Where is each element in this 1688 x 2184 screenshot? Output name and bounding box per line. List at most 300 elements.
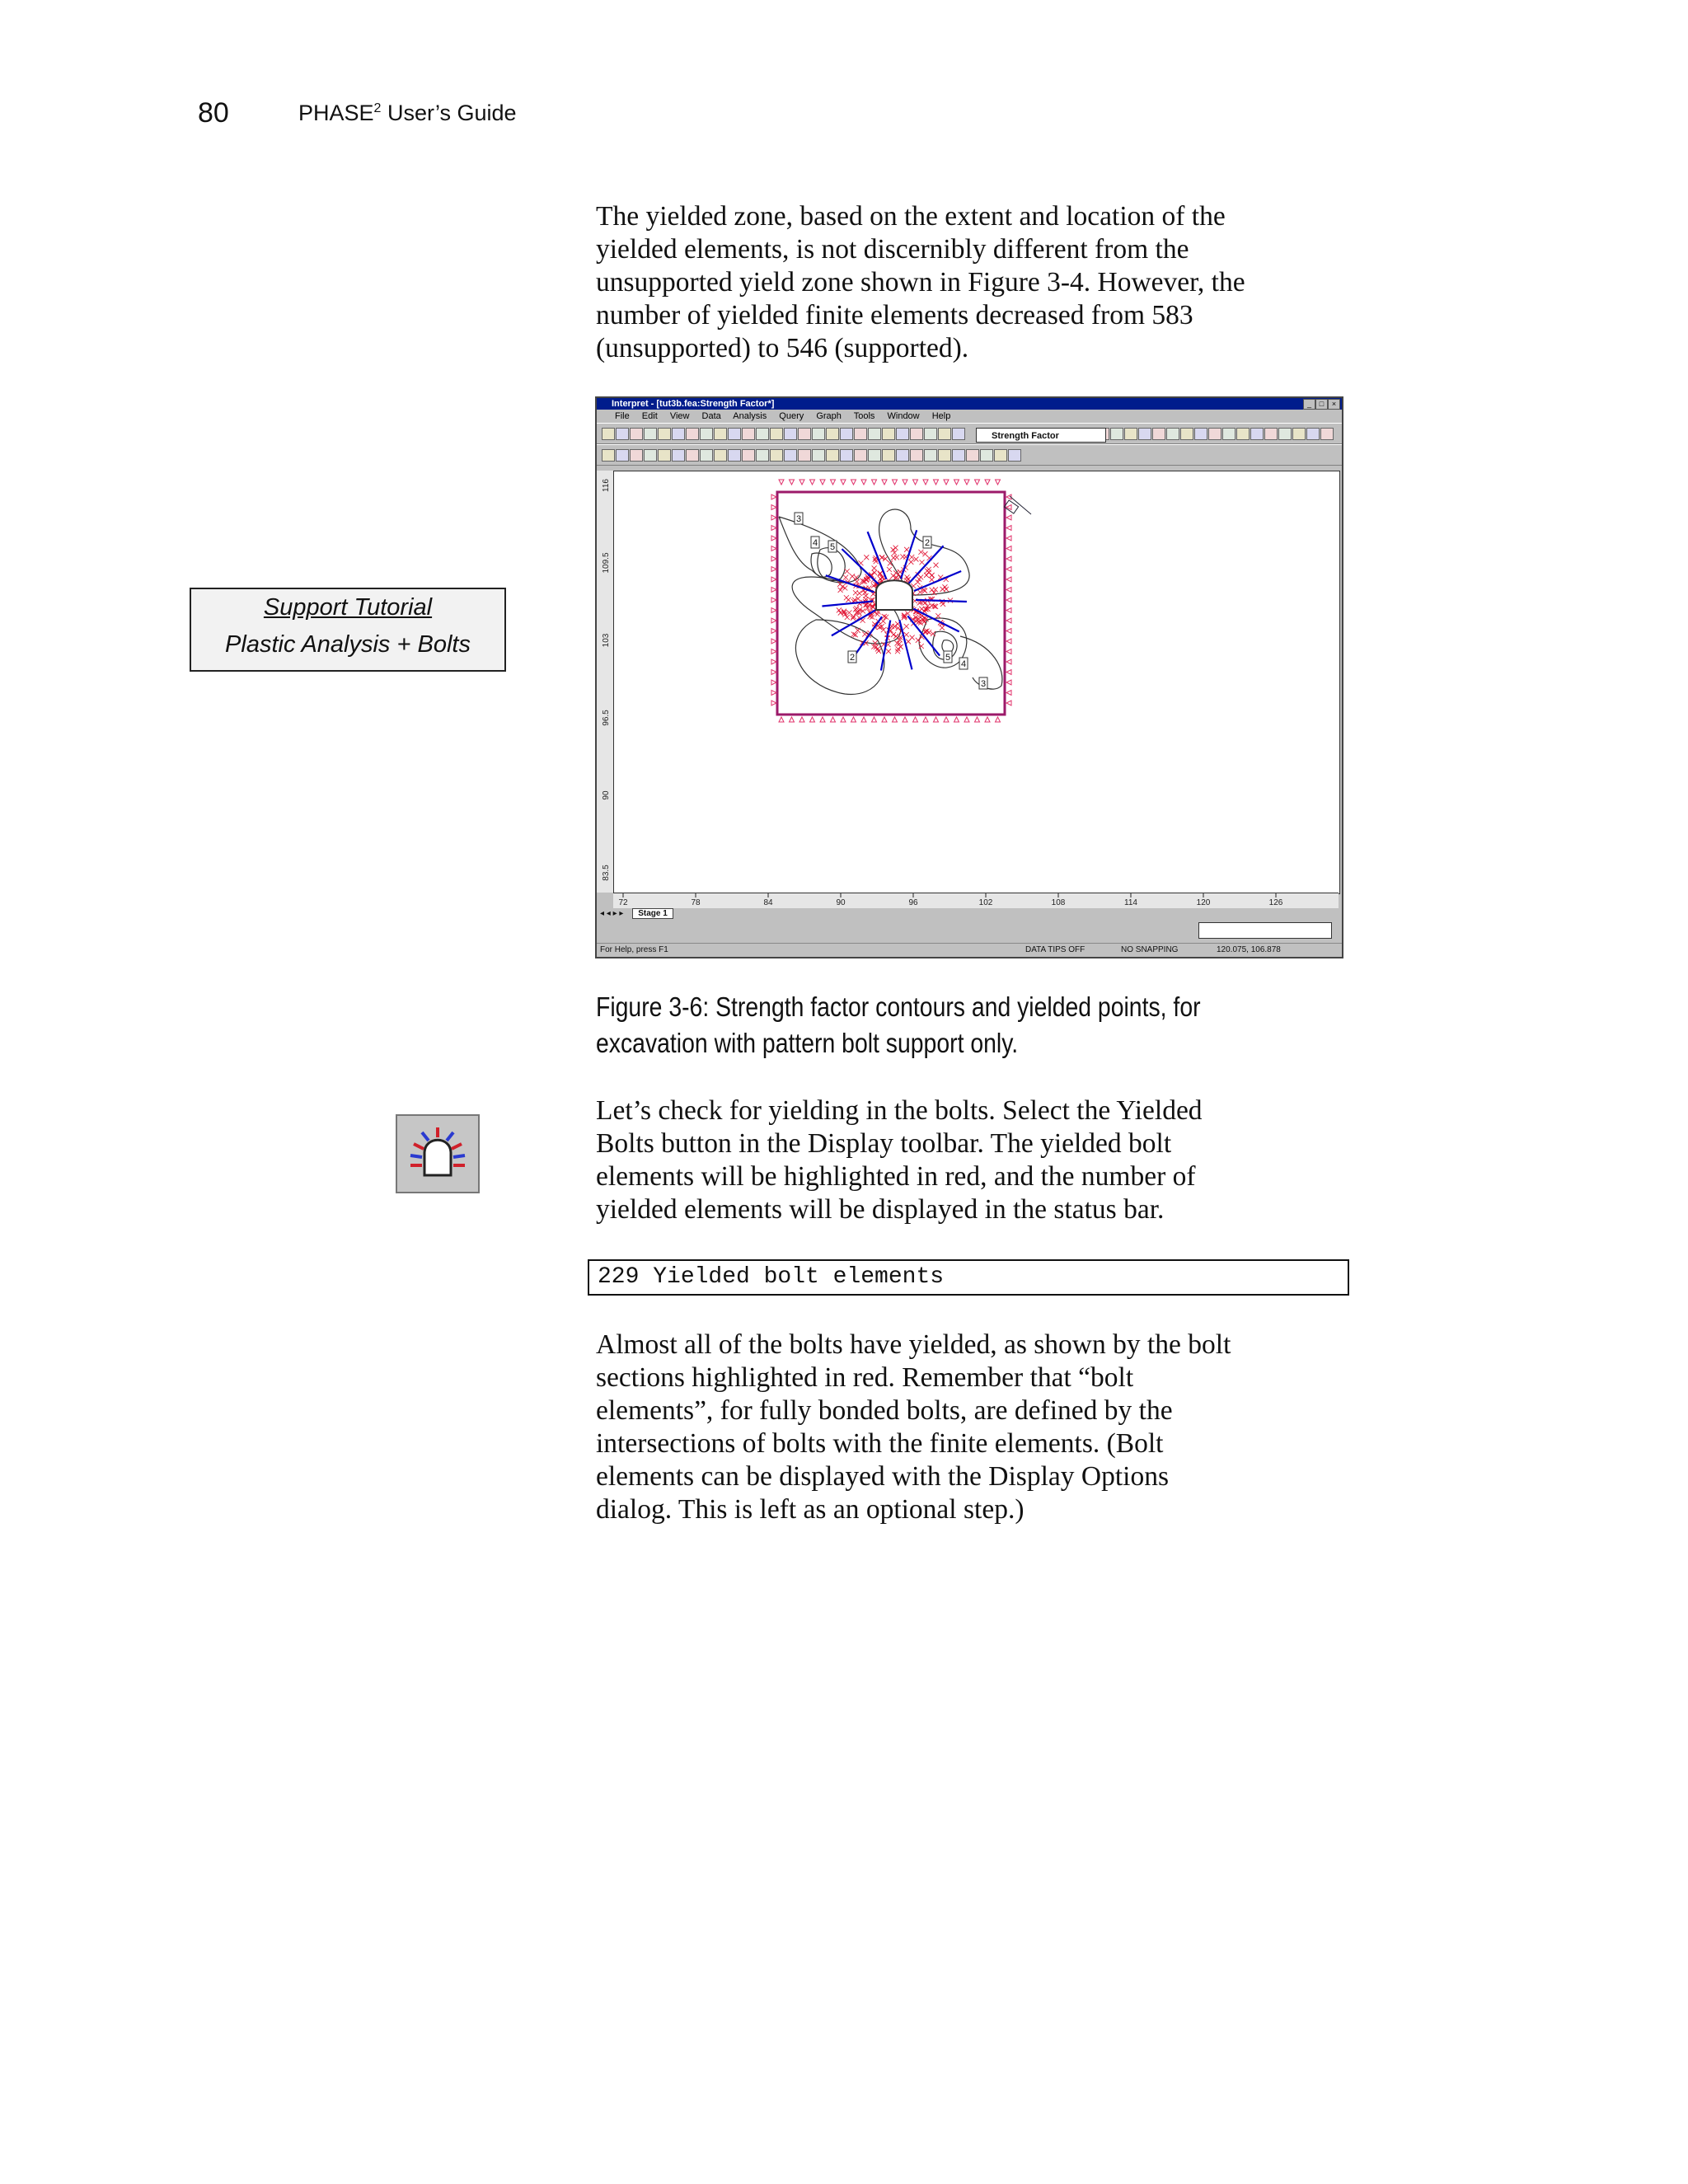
restraint-icon [882,480,887,485]
toolbar-button-icon[interactable] [826,428,839,440]
yield-mark [935,613,940,618]
restraint-icon [771,701,776,705]
yield-mark [919,607,924,612]
maximize-icon[interactable]: □ [1315,399,1328,410]
text-line: yielded elements, is not discernibly different from the [596,234,1189,265]
yield-mark [891,555,896,560]
restraint-icon [1006,556,1011,561]
yield-mark [844,595,849,600]
yield-mark [908,560,913,565]
toolbar-button-icon[interactable] [672,428,685,440]
yield-mark [940,626,945,630]
toolbar-button-icon[interactable] [784,449,797,462]
menu-file[interactable]: File [615,411,630,421]
y-tick-label: 90 [602,790,611,800]
restraint-icon [841,480,846,485]
restraint-icon [903,717,907,722]
text-line: elements”, for fully bonded bolts, are defined by the [596,1395,1173,1426]
toolbar-button-icon[interactable] [1166,428,1179,440]
running-title-suffix: User’s Guide [381,101,517,125]
restraint-icon [1006,629,1011,634]
restraint-icon [1006,649,1011,654]
yield-mark [922,551,927,556]
toolbar-button-icon[interactable] [1320,428,1334,440]
contour-label: 2 [925,538,931,548]
status-help: For Help, press F1 [600,945,668,954]
toolbar-button-icon[interactable] [686,428,699,440]
restraint-icon [944,717,949,722]
toolbar-button-icon[interactable] [770,428,783,440]
yield-mark [879,555,884,560]
contour-label: 3 [796,514,802,524]
restraint-icon [771,494,776,499]
restraint-icon [1006,659,1011,664]
toolbar-button-icon[interactable] [882,428,895,440]
restraint-icon [1006,670,1011,675]
stage-tabs [597,907,1342,921]
menu-data[interactable]: Data [701,411,721,421]
toolbar-button-icon[interactable] [742,449,755,462]
x-tick-label: 120 [1196,898,1211,907]
button-excavation-shape [424,1140,451,1175]
restraint-icon [1006,567,1011,572]
restraint-icon [820,717,825,722]
horizontal-ruler-svg [613,893,1339,908]
margin-box-subtitle: Plastic Analysis + Bolts [225,631,471,658]
toolbar-button-icon[interactable] [1138,428,1151,440]
yield-mark [925,569,930,574]
restraint-icon [799,480,804,485]
toolbar-button-icon[interactable] [1208,428,1221,440]
yield-mark [904,547,909,552]
restraint-icon [954,480,959,485]
restraint-icon [975,717,980,722]
toolbar-button-icon[interactable] [924,449,937,462]
restraint-icon [1006,546,1011,551]
restraint-icon [799,717,804,722]
yield-mark [887,567,892,572]
toolbar-button-icon[interactable] [798,449,811,462]
restraint-icon [810,480,815,485]
text-line: Bolts button in the Display toolbar. The yielded bolt [596,1128,1172,1159]
yield-mark [929,577,934,582]
restraint-icon [1006,701,1011,705]
restraint-icon [944,480,949,485]
toolbar-button-icon[interactable] [952,428,965,440]
restraint-icon [771,598,776,602]
toolbar-button-icon[interactable] [854,449,867,462]
restraint-icon [1006,680,1011,685]
restraint-icon [1006,577,1011,582]
toolbar-button-icon[interactable] [1222,428,1236,440]
x-tick-label: 126 [1268,898,1283,907]
status-datatips[interactable]: DATA TIPS OFF [1025,945,1085,954]
toolbar-button-icon[interactable] [1124,428,1137,440]
status-snapping[interactable]: NO SNAPPING [1121,945,1179,954]
toolbar-button-icon[interactable] [756,449,769,462]
menu-view[interactable]: View [669,411,690,421]
text-line: sections highlighted in red. Remember that “bolt [596,1362,1134,1393]
yield-mark [850,574,855,579]
toolbar-button-icon[interactable] [700,428,713,440]
status-bar [597,943,1342,957]
restraint-icon [985,480,990,485]
bolt-stroke [453,1155,465,1157]
excavation-boundary [876,580,912,610]
toolbar-button-icon[interactable] [630,428,643,440]
toolbar-button-icon[interactable] [854,428,867,440]
toolbar-button-icon[interactable] [840,449,853,462]
toolbar-button-icon[interactable] [812,449,825,462]
toolbar-button-icon[interactable] [658,428,671,440]
toolbar-button-icon[interactable] [1264,428,1278,440]
toolbar-button-icon[interactable] [826,449,839,462]
yield-mark [893,546,898,551]
toolbar-button-icon[interactable] [1236,428,1250,440]
restraint-icon [1006,691,1011,696]
restraint-icon [771,588,776,593]
yield-mark [864,593,869,598]
toolbar-button-icon[interactable] [910,428,923,440]
menu-query[interactable]: Query [779,411,804,421]
toolbar-button-icon[interactable] [798,428,811,440]
contour-label: 4 [961,659,967,669]
x-tick-label: 114 [1124,898,1137,907]
restraint-icon [1006,515,1011,520]
toolbar-button-icon[interactable] [602,428,615,440]
yield-mark [878,571,883,576]
yield-mark [845,569,850,574]
menu-bar [597,410,1342,423]
text-line: number of yielded finite elements decreased from 583 [596,300,1193,330]
restraint-icon [996,717,1001,722]
restraint-icon [771,526,776,531]
yield-mark [923,630,928,635]
x-tick-label: 90 [836,898,846,907]
restraint-icon [771,649,776,654]
status-bar-message: 229 Yielded bolt elements [588,1259,1349,1296]
contour-label: 3 [981,679,987,689]
restraint-icon [1006,618,1011,623]
toolbar-button-icon[interactable] [882,449,895,462]
running-title-prefix: PHASE [298,101,374,125]
yield-mark [881,619,886,624]
bolt-stroke [452,1144,462,1149]
running-title-superscript: 2 [373,101,382,115]
minimize-icon[interactable]: _ [1303,399,1315,410]
toolbar-button-icon[interactable] [1180,428,1193,440]
running-title [298,101,517,126]
toolbar-button-icon[interactable] [630,449,643,462]
restraint-icon [923,717,928,722]
toolbar-button-icon[interactable] [1278,428,1292,440]
toolbar-button-icon[interactable] [644,449,657,462]
horizontal-ruler [613,893,1339,908]
toolbar-button-icon[interactable] [784,428,797,440]
toolbar-button-icon[interactable] [686,449,699,462]
toolbar-button-icon[interactable] [616,449,629,462]
restraint-icon [882,717,887,722]
restraint-icon [771,567,776,572]
x-tick-label: 84 [763,898,773,907]
paragraph-bolts-yielded [596,1329,1362,1526]
toolbar-button-icon[interactable] [938,449,951,462]
yield-mark [924,573,929,578]
figure-caption [596,989,1201,1062]
restraint-icon [1006,536,1011,541]
contour-label: 2 [850,653,856,663]
restraint-icon [861,717,866,722]
restraint-icon [779,717,784,722]
margin-box-title: Support Tutorial [263,594,433,621]
restraint-icon [771,629,776,634]
yield-mark [934,563,939,568]
contour-label: 4 [813,538,818,548]
restraint-icon [831,480,836,485]
restraint-icon [771,639,776,644]
restraint-icon [779,480,784,485]
restraint-icon [841,717,846,722]
yield-mark [884,615,889,620]
menu-analysis[interactable]: Analysis [733,411,767,421]
toolbar-button-icon[interactable] [1110,428,1123,440]
restraint-icon [771,680,776,685]
toolbar-button-icon[interactable] [658,449,671,462]
restraint-icon [851,717,856,722]
restraint-icon [893,717,898,722]
restraint-icon [861,480,866,485]
restraint-icon [771,536,776,541]
restraint-icon [851,480,856,485]
yield-mark [876,649,881,654]
restraint-icon [771,505,776,510]
restraint-icon [964,480,969,485]
contour-label: 5 [945,653,951,663]
toolbar-button-icon[interactable] [616,428,629,440]
paragraph-yielded-zone [596,200,1362,365]
restraint-icon [975,480,980,485]
restraint-icon [923,480,928,485]
yield-mark [906,639,911,644]
x-tick-label: 102 [978,898,993,907]
toolbar-button-icon[interactable] [728,428,741,440]
restraint-icon [1006,639,1011,644]
toolbar-button-icon[interactable] [742,428,755,440]
yield-mark [893,634,898,639]
restraint-icon [820,480,825,485]
restraint-icon [810,717,815,722]
toolbar-button-icon[interactable] [980,449,993,462]
toolbar-button-icon[interactable] [812,428,825,440]
restraint-icon [985,717,990,722]
restraint-icon [771,691,776,696]
caption-line: excavation with pattern bolt support only. [596,1028,1019,1058]
vertical-ruler [597,471,614,893]
toolbar-button-icon[interactable] [756,428,769,440]
y-tick-label: 83.5 [602,865,611,881]
toolbar-button-icon[interactable] [938,428,951,440]
window-titlebar: Interpret - [tut3b.fea:Strength Factor*] [597,398,1342,410]
x-tick-label: 108 [1051,898,1066,907]
vertical-ruler-svg [597,471,613,893]
tab-stage-1[interactable]: Stage 1 [632,908,673,919]
toolbar-button-icon[interactable] [994,449,1007,462]
yield-mark [882,614,887,619]
y-tick-label: 109.5 [602,552,611,574]
text-line: intersections of bolts with the finite elements. (Bolt [596,1428,1164,1459]
yield-mark [842,586,847,591]
toolbar-button-icon[interactable] [896,428,909,440]
menu-graph[interactable]: Graph [816,411,842,421]
restraint-icon [964,717,969,722]
bolt-stroke [414,1144,424,1149]
toolbar-button-icon[interactable] [1152,428,1165,440]
toolbar-button-icon[interactable] [770,449,783,462]
restraint-icon [771,577,776,582]
text-line: elements can be displayed with the Display Options [596,1461,1169,1492]
restraint-icon [903,480,907,485]
close-icon[interactable]: × [1328,399,1340,410]
text-line: yielded elements will be displayed in the status bar. [596,1194,1165,1225]
text-line: (unsupported) to 546 (supported). [596,333,969,363]
yield-mark [872,565,877,570]
data-type-combo[interactable]: Strength Factor [976,428,1106,443]
bolt-stroke [447,1132,453,1141]
page-number: 80 [198,97,229,129]
toolbar-button-icon[interactable] [1008,449,1021,462]
restraint-icon [1006,598,1011,602]
display-toolbar [597,444,1342,466]
toolbar-button-icon[interactable] [966,449,979,462]
restraint-icon [1006,608,1011,613]
menu-window[interactable]: Window [887,411,920,421]
standard-toolbar [597,423,1342,444]
tutorial-margin-box [190,588,506,672]
toolbar-button-icon[interactable] [924,428,937,440]
yield-mark [856,628,860,633]
toolbar-button-icon[interactable] [952,449,965,462]
x-tick-label: 72 [618,898,628,907]
toolbar-button-icon[interactable] [868,428,881,440]
model-view-canvas[interactable] [613,471,1340,894]
y-tick-label: 116 [602,479,611,492]
yield-mark [904,624,909,629]
yield-mark [845,615,850,620]
yield-mark [862,632,867,637]
toolbar-button-icon[interactable] [714,449,727,462]
toolbar-button-icon[interactable] [1306,428,1320,440]
yield-mark [918,550,923,555]
text-line: unsupported yield zone shown in Figure 3-4. However, the [596,267,1245,298]
toolbar-button-icon[interactable] [728,449,741,462]
yielded-bolts-svg [397,1116,478,1192]
restraint-icon [771,659,776,664]
text-line: The yielded zone, based on the extent and location of the [596,201,1226,232]
contour-label: 5 [830,542,836,552]
yielded-bolts-button-icon [396,1114,480,1193]
yield-mark [837,607,842,612]
yield-mark [843,575,848,580]
command-input[interactable] [1198,922,1332,939]
restraint-icon [771,608,776,613]
restraint-icon [872,717,877,722]
restraint-icon [913,480,918,485]
restraint-icon [1006,526,1011,531]
restraint-icon [771,670,776,675]
restraint-icon [996,480,1001,485]
menu-help[interactable]: Help [931,411,951,421]
yield-mark [853,590,858,595]
bolt-stroke [410,1155,422,1157]
restraint-icon [771,546,776,551]
toolbar-button-icon[interactable] [868,449,881,462]
yield-mark [916,638,921,643]
restraint-icon [934,717,939,722]
interpret-screenshot [595,396,1343,958]
restraint-icon [1006,588,1011,593]
restraint-icon [872,480,877,485]
restraint-icon [771,556,776,561]
restraint-icon [913,717,918,722]
pointer-glyph-icon [1004,496,1031,514]
restraint-icon [954,717,959,722]
yield-mark [930,573,935,578]
text-line: Let’s check for yielding in the bolts. Select the Yielded [596,1095,1203,1126]
restraint-icon [831,717,836,722]
yield-mark [904,632,909,637]
restraint-icon [771,618,776,623]
caption-line: Figure 3-6: Strength factor contours and yielded points, for [596,991,1201,1022]
yield-mark [944,587,949,592]
restraint-icon [771,515,776,520]
restraint-icon [934,480,939,485]
model-view-svg [614,471,1339,893]
bolt-stroke [422,1132,429,1141]
toolbar-button-icon[interactable] [840,428,853,440]
text-line: Almost all of the bolts have yielded, as shown by the bolt [596,1329,1231,1360]
toolbar-button-icon[interactable] [714,428,727,440]
toolbar-button-icon[interactable] [1292,428,1306,440]
status-coordinates: 120.075, 106.878 [1217,945,1281,954]
x-tick-label: 96 [908,898,918,907]
toolbar-button-icon[interactable] [1194,428,1207,440]
menu-edit[interactable]: Edit [641,411,658,421]
tab-scroll-icons[interactable]: ◂ ◂ ▸ ▸ [600,909,624,918]
x-tick-label: 78 [691,898,701,907]
yield-mark [838,588,843,593]
menu-tools[interactable]: Tools [853,411,875,421]
yield-mark [891,632,896,637]
restraint-icon [790,480,795,485]
toolbar-button-icon[interactable] [700,449,713,462]
yield-mark [919,560,924,565]
restraint-icon [893,480,898,485]
toolbar-button-icon[interactable] [644,428,657,440]
toolbar-button-icon[interactable] [602,449,615,462]
yield-mark [862,590,867,595]
restraint-icon [790,717,795,722]
y-tick-label: 96.5 [602,710,611,726]
contour-line [811,553,832,577]
toolbar-button-icon[interactable] [910,449,923,462]
toolbar-button-icon[interactable] [896,449,909,462]
toolbar-button-icon[interactable] [1250,428,1264,440]
toolbar-button-icon[interactable] [672,449,685,462]
bolt [909,546,944,583]
yield-mark [864,555,869,560]
y-tick-label: 103 [602,633,611,648]
text-line: elements will be highlighted in red, and the number of [596,1161,1196,1192]
